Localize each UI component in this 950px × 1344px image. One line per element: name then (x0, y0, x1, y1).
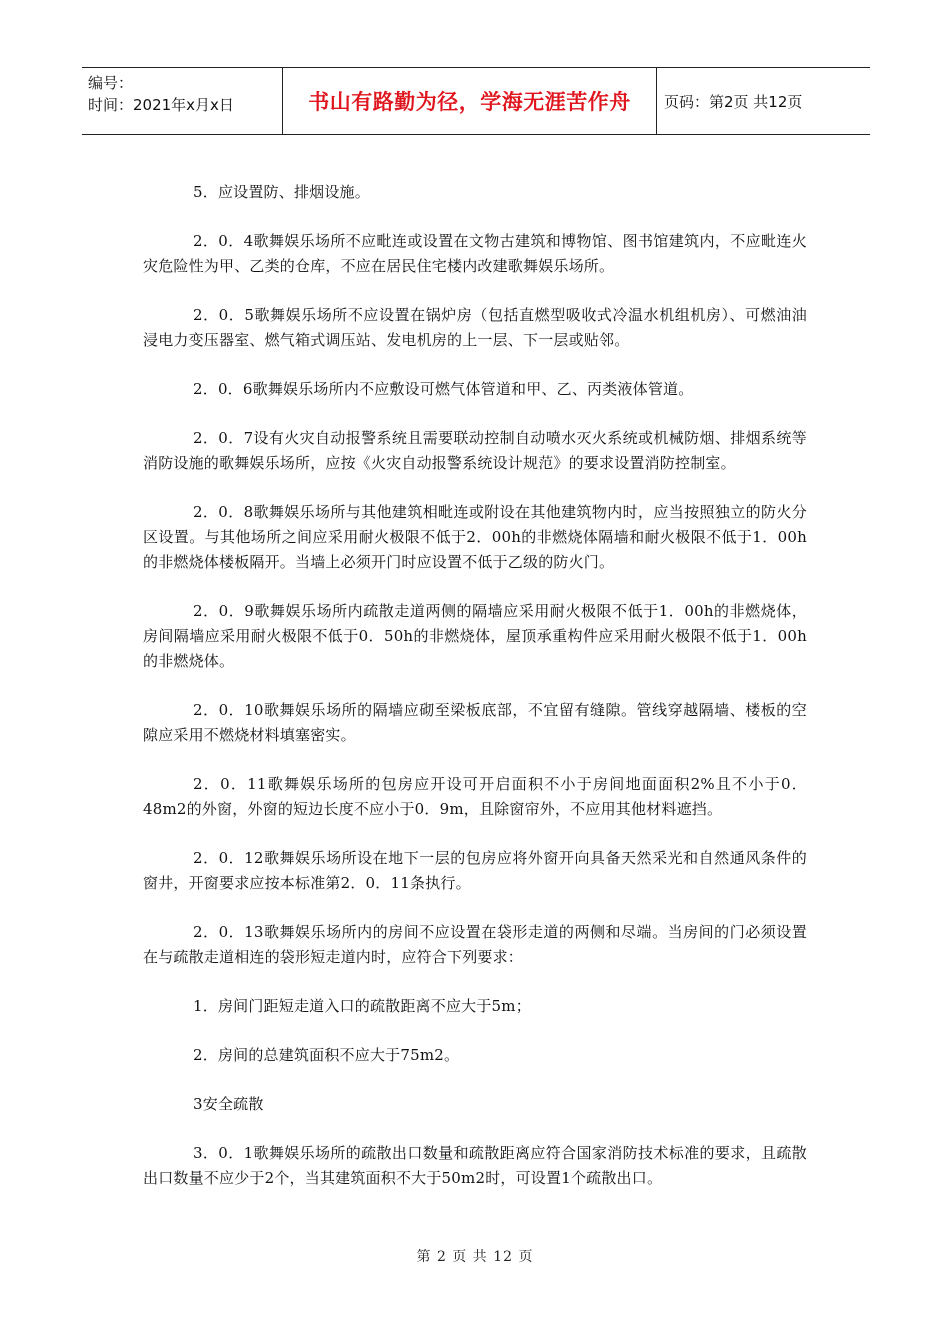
page-footer (0, 1246, 950, 1266)
document-body (143, 180, 807, 1215)
paragraph-2-0-12: 2．0．12歌舞娱乐场所设在地下一层的包房应将外窗开向具备天然采光和自然通风条件的窗井，开窗要求应按本标准第2．0．11条执行。 (143, 849, 807, 892)
paragraph-2-0-5: 2．0．5歌舞娱乐场所不应设置在锅炉房（包括直燃型吸收式冷温水机组机房）、可燃油油浸电力变压器室、燃气箱式调压站、发电机房的上一层、下一层或贴邻。 (143, 306, 807, 349)
page-info-text: 页码：第2页 共12页 (664, 92, 803, 111)
page-header (82, 67, 870, 135)
header-meta (82, 68, 283, 134)
list-item-2: 2．房间的总建筑面积不应大于75m2。 (193, 1046, 460, 1064)
paragraph-2-0-10: 2．0．10歌舞娱乐场所的隔墙应砌至梁板底部，不宜留有缝隙。管线穿越隔墙、楼板的空隙应采用不燃烧材料填塞密实。 (143, 701, 807, 744)
header-page-info (657, 68, 870, 134)
paragraph-2-0-11: 2．0．11歌舞娱乐场所的包房应开设可开启面积不小于房间地面面积2%且不小于0．48m2的外窗，外窗的短边长度不应小于0．9m，且除窗帘外，不应用其他材料遮挡。 (143, 775, 807, 818)
paragraph-2-0-9: 2．0．9歌舞娱乐场所内疏散走道两侧的隔墙应采用耐火极限不低于1．00h的非燃烧体，房间隔墙应采用耐火极限不低于0．50h的非燃烧体，屋顶承重构件应采用耐火极限不低于1．00h的非燃烧体。 (143, 602, 807, 670)
paragraph-smoke-exhaust: 5．应设置防、排烟设施。 (193, 183, 370, 201)
paragraph-2-0-4: 2．0．4歌舞娱乐场所不应毗连或设置在文物古建筑和博物馆、图书馆建筑内，不应毗连火灾危险性为甲、乙类的仓库，不应在居民住宅楼内改建歌舞娱乐场所。 (143, 232, 807, 275)
section-heading-safe-evacuation: 3安全疏散 (193, 1095, 264, 1113)
paragraph-2-0-7: 2．0．7设有火灾自动报警系统且需要联动控制自动喷水灭火系统或机械防烟、排烟系统等消防设施的歌舞娱乐场所，应按《火灾自动报警系统设计规范》的要求设置消防控制室。 (143, 429, 807, 472)
footer-page-number: 第 2 页 共 12 页 (416, 1249, 534, 1265)
paragraph-2-0-13: 2．0．13歌舞娱乐场所内的房间不应设置在袋形走道的两侧和尽端。当房间的门必须设置在与疏散走道相连的袋形短走道内时，应符合下列要求： (143, 923, 807, 966)
document-number-label: 编号： (88, 74, 134, 92)
paragraph-2-0-8: 2．0．8歌舞娱乐场所与其他建筑相毗连或附设在其他建筑物内时，应当按照独立的防火分区设置。与其他场所之间应采用耐火极限不低于2．00h的非燃烧体隔墙和耐火极限不低于1．00h的非燃烧体楼板隔开。当墙上必须开门时应设置不低于乙级的防火门。 (143, 503, 807, 571)
paragraph-2-0-6: 2．0．6歌舞娱乐场所内不应敷设可燃气体管道和甲、乙、丙类液体管道。 (193, 380, 694, 398)
motto-text: 书山有路勤为径，学海无涯苦作舟 (308, 90, 631, 114)
list-item-1: 1．房间门距短走道入口的疏散距离不应大于5m； (193, 997, 531, 1015)
header-motto (283, 68, 657, 134)
document-time-label: 时间：2021年x月x日 (88, 96, 234, 114)
paragraph-3-0-1: 3．0．1歌舞娱乐场所的疏散出口数量和疏散距离应符合国家消防技术标准的要求，且疏散出口数量不应少于2个，当其建筑面积不大于50m2时，可设置1个疏散出口。 (143, 1144, 807, 1187)
